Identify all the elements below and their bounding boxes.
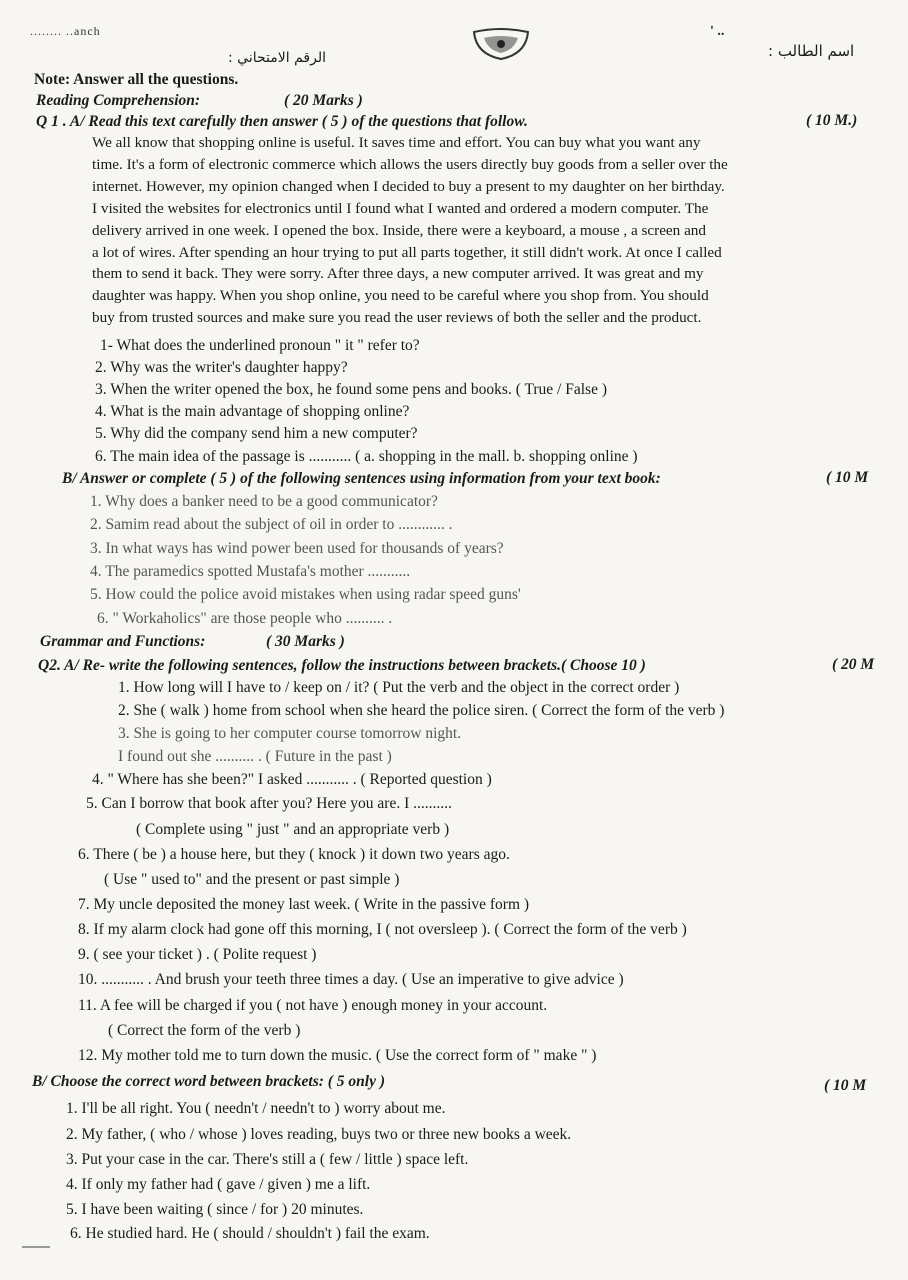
q2-item-8: 8. If my alarm clock had gone off this morning, I ( not oversleep ). ( Correct the form of the verb ) — [78, 921, 687, 938]
q1b-instruction: B/ Answer or complete ( 5 ) of the following sentences using information from your text book: — [62, 470, 661, 487]
q2-item-6-instruction: ( Use " used to" and the present or past simple ) — [104, 871, 400, 888]
q2-item-12: 12. My mother told me to turn down the music. ( Use the correct form of " make " ) — [78, 1047, 597, 1064]
q2-item-4: 4. " Where has she been?" I asked ........... . ( Reported question ) — [92, 771, 492, 788]
q1-instruction: Q 1 . A/ Read this text carefully then answer ( 5 ) of the questions that follow. — [36, 113, 528, 130]
q1-question-5: 5. Why did the company send him a new computer? — [95, 425, 418, 442]
q2-marks: ( 20 M — [832, 656, 875, 673]
q2b-instruction: B/ Choose the correct word between brackets: ( 5 only ) — [32, 1073, 386, 1090]
q1b-question-4: 4. The paramedics spotted Mustafa's mother ........... — [90, 563, 411, 580]
q2-item-3: 3. She is going to her computer course tomorrow night. — [118, 725, 462, 742]
q2-item-11-instruction: ( Correct the form of the verb ) — [108, 1022, 301, 1039]
reading-marks: ( 20 Marks ) — [284, 92, 363, 109]
passage-line: We all know that shopping online is useful. It saves time and effort. You can buy what you want any — [92, 134, 701, 151]
q1-question-1: 1- What does the underlined pronoun " it " refer to? — [100, 337, 420, 354]
page-edge-mark — [22, 1246, 50, 1248]
passage-line: I visited the websites for electronics until I found what I wanted and ordered a modern computer. The — [92, 199, 709, 217]
q2-item-9: 9. ( see your ticket ) . ( Polite request ) — [78, 946, 317, 963]
q2-item-1: 1. How long will I have to / keep on / it? ( Put the verb and the object in the correct order ) — [118, 679, 680, 696]
reading-title: Reading Comprehension: — [36, 92, 201, 109]
q2-item-5: 5. Can I borrow that book after you? Here you are. I .......... — [86, 795, 452, 812]
grammar-marks: ( 30 Marks ) — [266, 633, 345, 650]
q1-marks: ( 10 M.) — [806, 112, 858, 129]
q2b-question-5: 5. I have been waiting ( since / for ) 20 minutes. — [66, 1201, 364, 1218]
q1-question-6: 6. The main idea of the passage is ........... ( a. shopping in the mall. b. shopping online ) — [95, 448, 638, 465]
q1b-question-6: 6. " Workaholics" are those people who .......... . — [97, 610, 393, 627]
q1-question-4: 4. What is the main advantage of shopping online? — [95, 403, 410, 420]
passage-line: a lot of wires. After spending an hour trying to put all parts together, it still didn't work. At once I called — [92, 243, 722, 261]
q1-question-3: 3. When the writer opened the box, he found some pens and books. ( True / False ) — [95, 381, 607, 398]
q2b-question-1: 1. I'll be all right. You ( needn't / needn't to ) worry about me. — [66, 1100, 446, 1117]
q2-item-5-instruction: ( Complete using " just " and an appropriate verb ) — [136, 821, 450, 838]
passage-line: them to send it back. They were sorry. After three days, a new computer arrived. It was great and my — [92, 265, 704, 283]
passage-line: delivery arrived in one week. I opened the box. Inside, there were a keyboard, a mouse , a screen and — [92, 221, 706, 239]
passage-line: buy from trusted sources and make sure you read the user reviews of both the seller and the product. — [92, 309, 702, 327]
q1b-question-2: 2. Samim read about the subject of oil in order to ............ . — [90, 516, 453, 533]
q2-instruction: Q2. A/ Re- write the following sentences, follow the instructions between brackets.( Choose 10 ) — [38, 657, 646, 674]
q2-item-11: 11. A fee will be charged if you ( not have ) enough money in your account. — [78, 997, 548, 1014]
reading-passage — [92, 132, 882, 329]
q2-item-7: 7. My uncle deposited the money last week. ( Write in the passive form ) — [78, 896, 530, 913]
q1b-marks: ( 10 M — [826, 469, 869, 486]
student-name-label: اسم الطالب : — [768, 42, 855, 60]
q2-item-10: 10. ........... . And brush your teeth three times a day. ( Use an imperative to give advice ) — [78, 971, 624, 988]
q2b-marks: ( 10 M — [824, 1077, 867, 1094]
q2b-question-3: 3. Put your case in the car. There's still a ( few / little ) space left. — [66, 1151, 469, 1168]
passage-line: daughter was happy. When you shop online, you need to be careful where you shop from. You should — [92, 287, 709, 305]
q2-item-3-prompt: I found out she .......... . ( Future in the past ) — [118, 748, 392, 765]
header-branch: ........ ..anch — [30, 24, 101, 38]
q2b-question-6: 6. He studied hard. He ( should / shouldn't ) fail the exam. — [70, 1225, 430, 1242]
seat-number-label: الرقم الامتحاني : — [228, 50, 326, 66]
q1b-question-3: 3. In what ways has wind power been used for thousands of years? — [90, 540, 504, 557]
q2-item-6: 6. There ( be ) a house here, but they ( knock ) it down two years ago. — [78, 846, 510, 863]
note-line: Note: Answer all the questions. — [34, 71, 239, 88]
q2b-question-2: 2. My father, ( who / whose ) loves reading, buys two or three new books a week. — [66, 1126, 572, 1143]
passage-line: time. It's a form of electronic commerce which allows the users directly buy goods from a seller over the — [92, 155, 728, 173]
q1b-question-5: 5. How could the police avoid mistakes when using radar speed guns' — [90, 586, 521, 603]
q1b-question-1: 1. Why does a banker need to be a good communicator? — [90, 493, 438, 510]
passage-line: internet. However, my opinion changed when I decided to buy a present to my daughter on her birthday. — [92, 177, 725, 195]
header-dots: ' .. — [710, 24, 725, 39]
ministry-logo-icon — [470, 28, 532, 60]
q2-item-2: 2. She ( walk ) home from school when she heard the police siren. ( Correct the form of the verb ) — [118, 702, 725, 719]
q2b-question-4: 4. If only my father had ( gave / given ) me a lift. — [66, 1176, 371, 1193]
grammar-title: Grammar and Functions: — [40, 633, 206, 650]
q1-question-2: 2. Why was the writer's daughter happy? — [95, 359, 348, 376]
